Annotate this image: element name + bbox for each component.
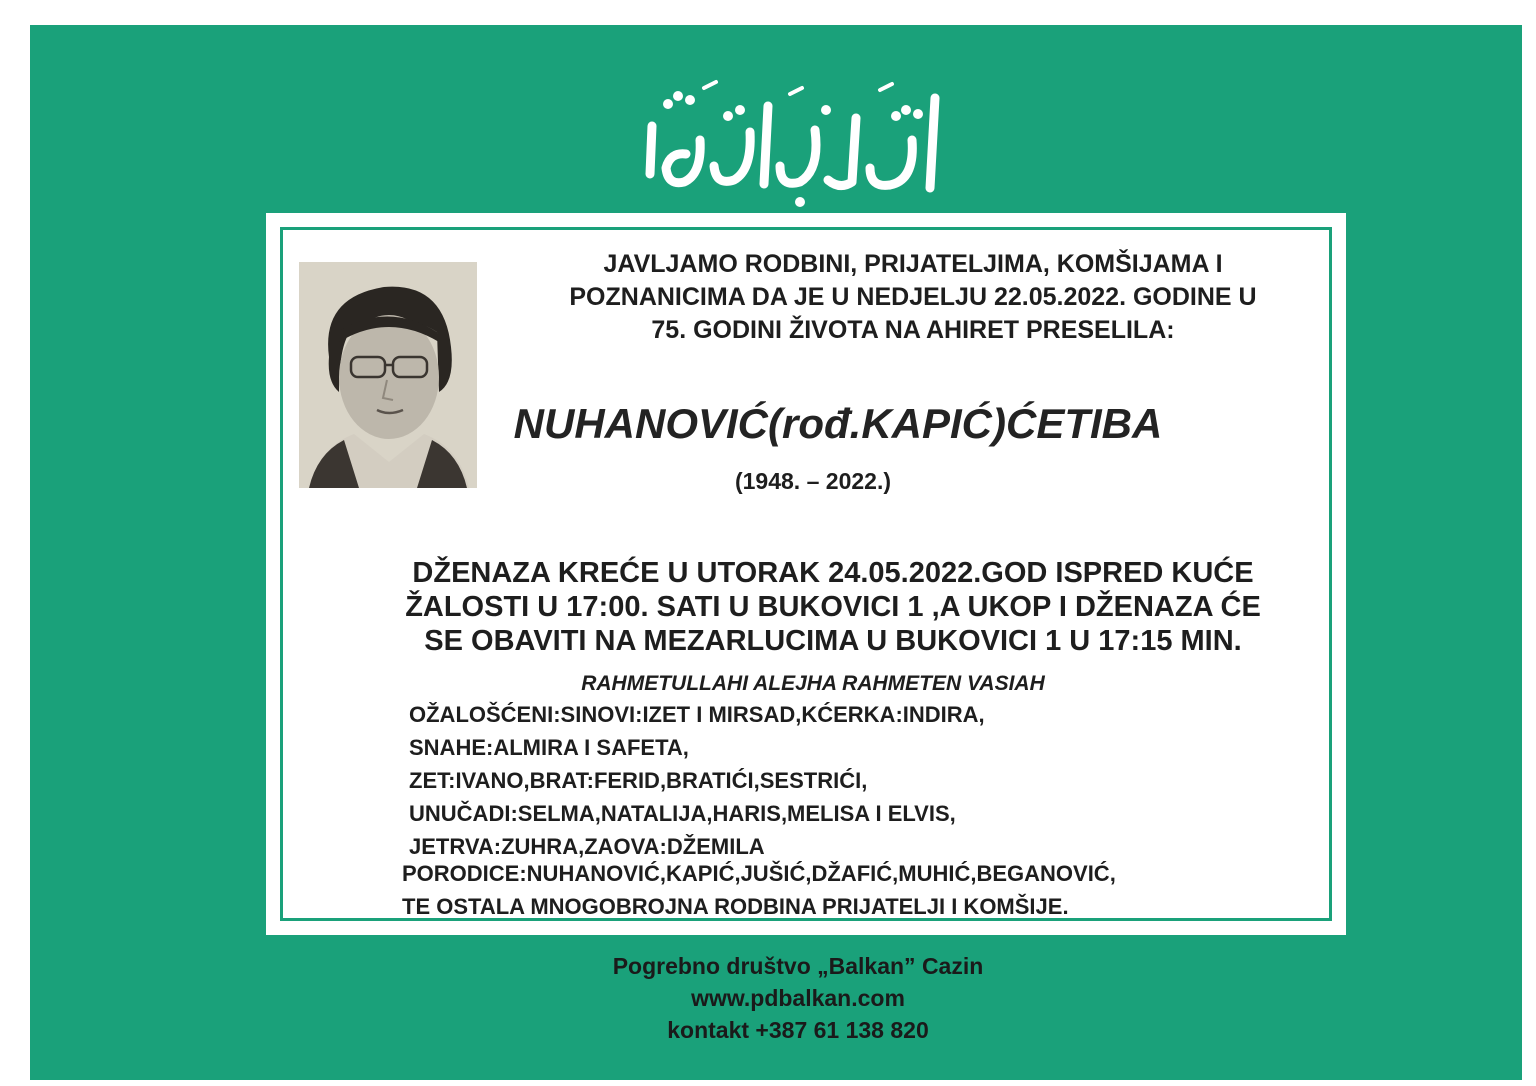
company-name: Pogrebno društvo „Balkan” Cazin: [612, 953, 984, 979]
funeral-line: DŽENAZA KREĆE U UTORAK 24.05.2022.GOD ISPRED KUĆE: [412, 557, 1254, 589]
deceased-name: NUHANOVIĆ(rođ.KAPIĆ)ĆETIBA: [513, 400, 1163, 447]
portrait-image: [299, 262, 477, 488]
mourners-line: TE OSTALA MNOGOBROJNA RODBINA PRIJATELJI I KOMŠIJE.: [402, 894, 1069, 919]
company-website: www.pdbalkan.com: [691, 985, 905, 1011]
mourners-line: PORODICE:NUHANOVIĆ,KAPIĆ,JUŠIĆ,DŽAFIĆ,MUHIĆ,BEGANOVIĆ,: [402, 861, 1116, 886]
company-contact: kontakt +387 61 138 820: [667, 1017, 929, 1043]
intro-line: 75. GODINI ŽIVOTA NA AHIRET PRESELILA:: [651, 316, 1175, 344]
funeral-line: SE OBAVITI NA MEZARLUCIMA U BUKOVICI 1 U 17:15 MIN.: [424, 625, 1242, 657]
mourners-line: SNAHE:ALMIRA I SAFETA,: [409, 735, 689, 760]
intro-text: [513, 248, 1313, 347]
intro-line: JAVLJAMO RODBINI, PRIJATELJIMA, KOMŠIJAMA I: [603, 250, 1223, 278]
life-years: (1948. – 2022.): [734, 468, 891, 494]
deceased-photo: [299, 262, 477, 488]
mourners-line: OŽALOŠĆENI:SINOVI:IZET I MIRSAD,KĆERKA:INDIRA,: [409, 702, 985, 727]
notice-border: [280, 227, 1332, 921]
mourners-line: JETRVA:ZUHRA,ZAOVA:DŽEMILA: [409, 834, 765, 859]
funeral-line: ŽALOSTI U 17:00. SATI U BUKOVICI 1 ,A UKOP I DŽENAZA ĆE: [405, 591, 1261, 623]
funeral-details: [403, 556, 1263, 658]
arabic-calligraphy-icon: [630, 70, 970, 210]
mourners-line: UNUČADI:SELMA,NATALIJA,HARIS,MELISA I ELVIS,: [409, 801, 956, 826]
green-background-panel: [30, 25, 1522, 1080]
notice-card: [266, 213, 1346, 935]
funeral-home-footer: [498, 950, 1098, 1046]
mourners-line: ZET:IVANO,BRAT:FERID,BRATIĆI,SESTRIĆI,: [409, 768, 868, 793]
intro-line: POZNANICIMA DA JE U NEDJELJU 22.05.2022. GODINE U: [569, 283, 1257, 311]
prayer-line: RAHMETULLAHI ALEJHA RAHMETEN VASIAH: [581, 672, 1045, 695]
